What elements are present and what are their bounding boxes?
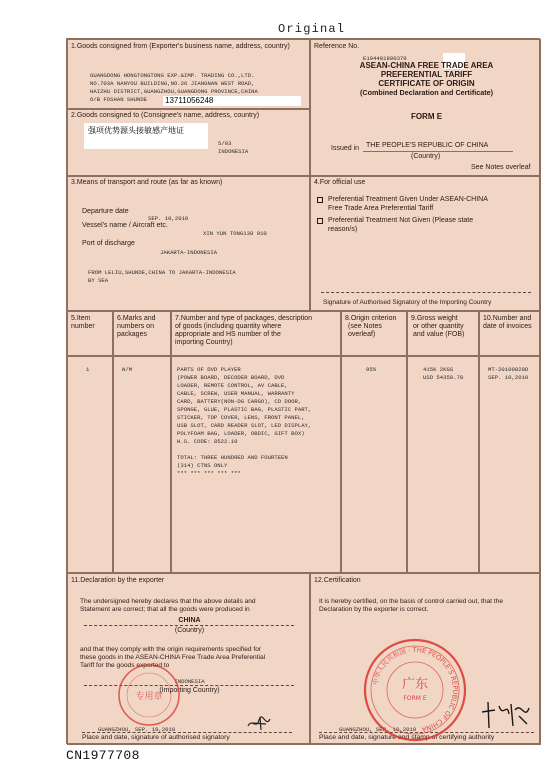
country-caption: (Country) [411, 153, 441, 160]
col-crit-line-2: (see Notes [348, 323, 382, 330]
departure-value: SEP. 10,2010 [148, 215, 189, 222]
goods-invoice-number: MT-20100820D [488, 366, 529, 373]
departure-label: Departure date [82, 208, 129, 215]
consignee-fragment-1: 5/03 [218, 140, 232, 147]
exporter-box [67, 39, 310, 109]
importer-signature-caption: Signature of Authorised Signatory of the Importing Country [323, 299, 492, 306]
declaration-importing-caption: (Importing Country) [159, 687, 220, 694]
exporter-signature [246, 714, 276, 732]
transport-label: 3.Means of transport and route (as far as known) [71, 179, 223, 186]
issued-underline [363, 151, 513, 152]
col-weight-line-2: or other quantity [413, 323, 464, 330]
goods-description-line: LOADER, REMOTE CONTROL, AV CABLE, [177, 382, 288, 389]
goods-description-line: CARD, BATTERY(NON-DG CARGO), CD DOOR, [177, 398, 302, 405]
col-desc-line-4: importing Country) [175, 339, 233, 346]
goods-invoice-date: SEP. 10,2010 [488, 374, 529, 381]
declaration-para2-line2: these goods in the ASEAN-CHINA Free Trade Area Preferential [80, 654, 266, 661]
goods-description-line: PARTS OF DVD PLAYER [177, 366, 241, 373]
col-item-line-2: number [71, 323, 95, 330]
reference-box [310, 39, 541, 176]
treatment-not-given-1: Preferential Treatment Not Given (Please state [328, 217, 474, 224]
declaration-country: CHINA [178, 617, 201, 624]
declaration-para2-line1: and that they comply with the origin requirements specified for [80, 646, 262, 653]
declaration-sign-line [82, 732, 292, 733]
official-use-box [310, 176, 541, 311]
certification-footer: Place and date, signature and stamp of certifying authority [319, 734, 495, 741]
col-criterion [341, 311, 407, 356]
form-e-label: FORM E [410, 112, 443, 121]
goods-weight: 415K 2KGS [423, 366, 454, 373]
consignee-overlay: 强项优势源头接敏感产地证 [84, 123, 208, 149]
consignee-fragment-2: INDONESIA [218, 148, 249, 155]
goods-description-line: USB SLOT, CARD READER SLOT, LED DISPLAY, [177, 422, 312, 429]
issued-country: THE PEOPLE'S REPUBLIC OF CHINA [366, 142, 489, 149]
goods-value: USD 54358.78 [423, 374, 464, 381]
treatment-not-given-2: reason/s) [328, 226, 358, 233]
treatment-not-given-checkbox[interactable] [317, 218, 323, 224]
exporter-declaration-box [67, 573, 310, 745]
seal-ring-text: 中华人民共和国 · THE PEOPLE'S REPUBLIC OF CHINA [371, 645, 460, 734]
exporter-line-1: GUANGDONG HONGTONGTONG EXP.&IMP. TRADING CO.,LTD. [90, 72, 255, 79]
treatment-given-2: Free Trade Area Preferential Tariff [328, 205, 434, 212]
route-line-1: FROM LELIU,SHUNDE,CHINA TO JAKARTA-INDONESIA [88, 269, 236, 276]
exporter-label: 1.Goods consigned from (Exporter's business name, address, country) [71, 43, 290, 50]
exporter-stamp [116, 662, 182, 728]
col-weight-line-3: and value (FOB) [413, 331, 465, 338]
col-marks-line-1: 6.Marks and [117, 315, 156, 322]
goods-item-number: 1 [86, 366, 90, 373]
consignee-box [67, 109, 310, 176]
goods-description-line: POLYFOAM BAG, LOADER, OBDIC, GIFT BOX) [177, 430, 305, 437]
vessel-label: Vessel's name / Aircraft etc. [82, 222, 168, 229]
goods-marks: N/M [122, 366, 133, 373]
declaration-country-caption: (Country) [174, 627, 205, 634]
cert-title-4: (Combined Declaration and Certificate) [360, 88, 493, 97]
consignee-label: 2.Goods consigned to (Consignee's name, address, country) [71, 112, 260, 119]
declaration-para1-line1: The undersigned hereby declares that the above details and [80, 598, 256, 605]
goods-description-line: H.S. CODE: 8522.10 [177, 438, 238, 445]
vessel-value: XIN YUN TONG138 910 [203, 230, 267, 237]
reference-number: E104401800370 [363, 55, 407, 62]
treatment-given-checkbox[interactable] [317, 197, 323, 203]
treatment-given-1: Preferential Treatment Given Under ASEAN-CHINA [328, 196, 488, 203]
col-item-line-1: 5.Item [71, 315, 91, 322]
declaration-label: 11.Declaration by the exporter [71, 577, 165, 584]
declaration-para1-line2: Statement are correct; that all the goods were produced in [80, 606, 250, 613]
certifier-signature [479, 698, 531, 732]
goods-description-cell [171, 356, 341, 573]
certification-label: 12.Certification [314, 577, 361, 584]
goods-criterion-cell [341, 356, 407, 573]
col-crit-line-1: 8.Origin criterion [345, 315, 397, 322]
cert-title-1: ASEAN-CHINA FREE TRADE AREA [359, 61, 494, 70]
goods-weight-cell [407, 356, 479, 573]
declaration-place-date: GUANGZHOU, SEP. 10,2010 [98, 726, 176, 733]
col-inv-line-2: date of invoices [483, 323, 532, 330]
col-weight-line-1: 9.Gross weight [411, 315, 458, 322]
reference-label: Reference No. [314, 43, 360, 50]
col-invoice [479, 311, 541, 356]
col-inv-line-1: 10.Number and [483, 315, 532, 322]
certification-para-2: Declaration by the exporter is correct. [319, 606, 429, 613]
col-desc-line-2: of goods (including quantity where [175, 323, 282, 330]
importer-signature-line [321, 292, 531, 293]
col-marks-line-2: numbers on [117, 323, 154, 330]
cert-title-3: CERTIFICATE OF ORIGIN [378, 79, 475, 88]
exporter-stamp-text: 专用章 [135, 692, 163, 702]
exporter-line-3: HAIZHU DISTRICT,GUANGZHOU,GUANGDONG PROVINCE,CHINA [90, 88, 258, 95]
certification-place-date: GUANGZHOU, SEP. 10,2010 [339, 726, 417, 733]
discharge-label: Port of discharge [82, 240, 135, 247]
col-desc-line-1: 7.Number and type of packages, description [175, 315, 312, 322]
cert-title-2: PREFERENTIAL TARIFF [380, 70, 473, 79]
certification-para-1: It is hereby certified, on the basis of control carried out, that the [319, 598, 503, 605]
serial-number: CN1977708 [66, 748, 140, 763]
goods-description-line: *** *** *** *** *** [177, 470, 241, 477]
declaration-para2-line3: Tariff for the goods exported to [80, 662, 170, 669]
official-seal [363, 638, 467, 742]
goods-description-line: (POWER BOARD, DECODER BOARD, DVD [177, 374, 285, 381]
exporter-line-4: O/B FOSHAN SHUNDE [90, 96, 148, 103]
col-marks [113, 311, 171, 356]
declaration-importing-country: INDONESIA [174, 678, 205, 685]
goods-invoice-cell [479, 356, 541, 573]
transport-box [67, 176, 310, 311]
col-description [171, 311, 341, 356]
goods-description-line: CABLE, SCREW, USER MANUAL, WARRANTY [177, 390, 295, 397]
official-use-label: 4.For official use [314, 179, 366, 186]
goods-marks-cell [113, 356, 171, 573]
seal-form-text: FORM E [403, 695, 427, 702]
route-line-2: BY SEA [88, 277, 109, 284]
discharge-value: JAKARTA-INDONESIA [160, 249, 218, 256]
col-marks-line-3: packages [117, 331, 147, 338]
declaration-country-line [84, 625, 294, 626]
phone-overlay: 13711056248 [163, 96, 301, 106]
original-label: Original [278, 22, 346, 36]
goods-description-line: STICKER, TOP COVER, LENS, FRONT PANEL, [177, 414, 305, 421]
col-crit-line-3: overleaf) [348, 331, 376, 338]
issued-in-label: Issued in [331, 145, 360, 152]
col-item [67, 311, 113, 356]
exporter-line-2: NO.703A NANYOU BUILDING,NO.26 JIANGNAN WEST ROAD, [90, 80, 255, 87]
declaration-footer: Place and date, signature of authorised signatory [82, 734, 230, 741]
certification-box [310, 573, 541, 745]
see-notes: See Notes overleaf [471, 164, 531, 171]
goods-item-cell [67, 356, 113, 573]
certificate-form [66, 38, 540, 744]
goods-criterion: 95% [366, 366, 377, 373]
goods-description-line: (314) CTNS ONLY [177, 462, 228, 469]
goods-description-line: SPONGE, GLUE, PLASTIC BAG, PLASTIC PART, [177, 406, 312, 413]
col-desc-line-3: appropriate and HS number of the [175, 331, 281, 338]
goods-description-line: TOTAL: THREE HUNDRED AND FOURTEEN [177, 454, 288, 461]
seal-center-text: 广东 [401, 677, 429, 692]
col-weight [407, 311, 479, 356]
